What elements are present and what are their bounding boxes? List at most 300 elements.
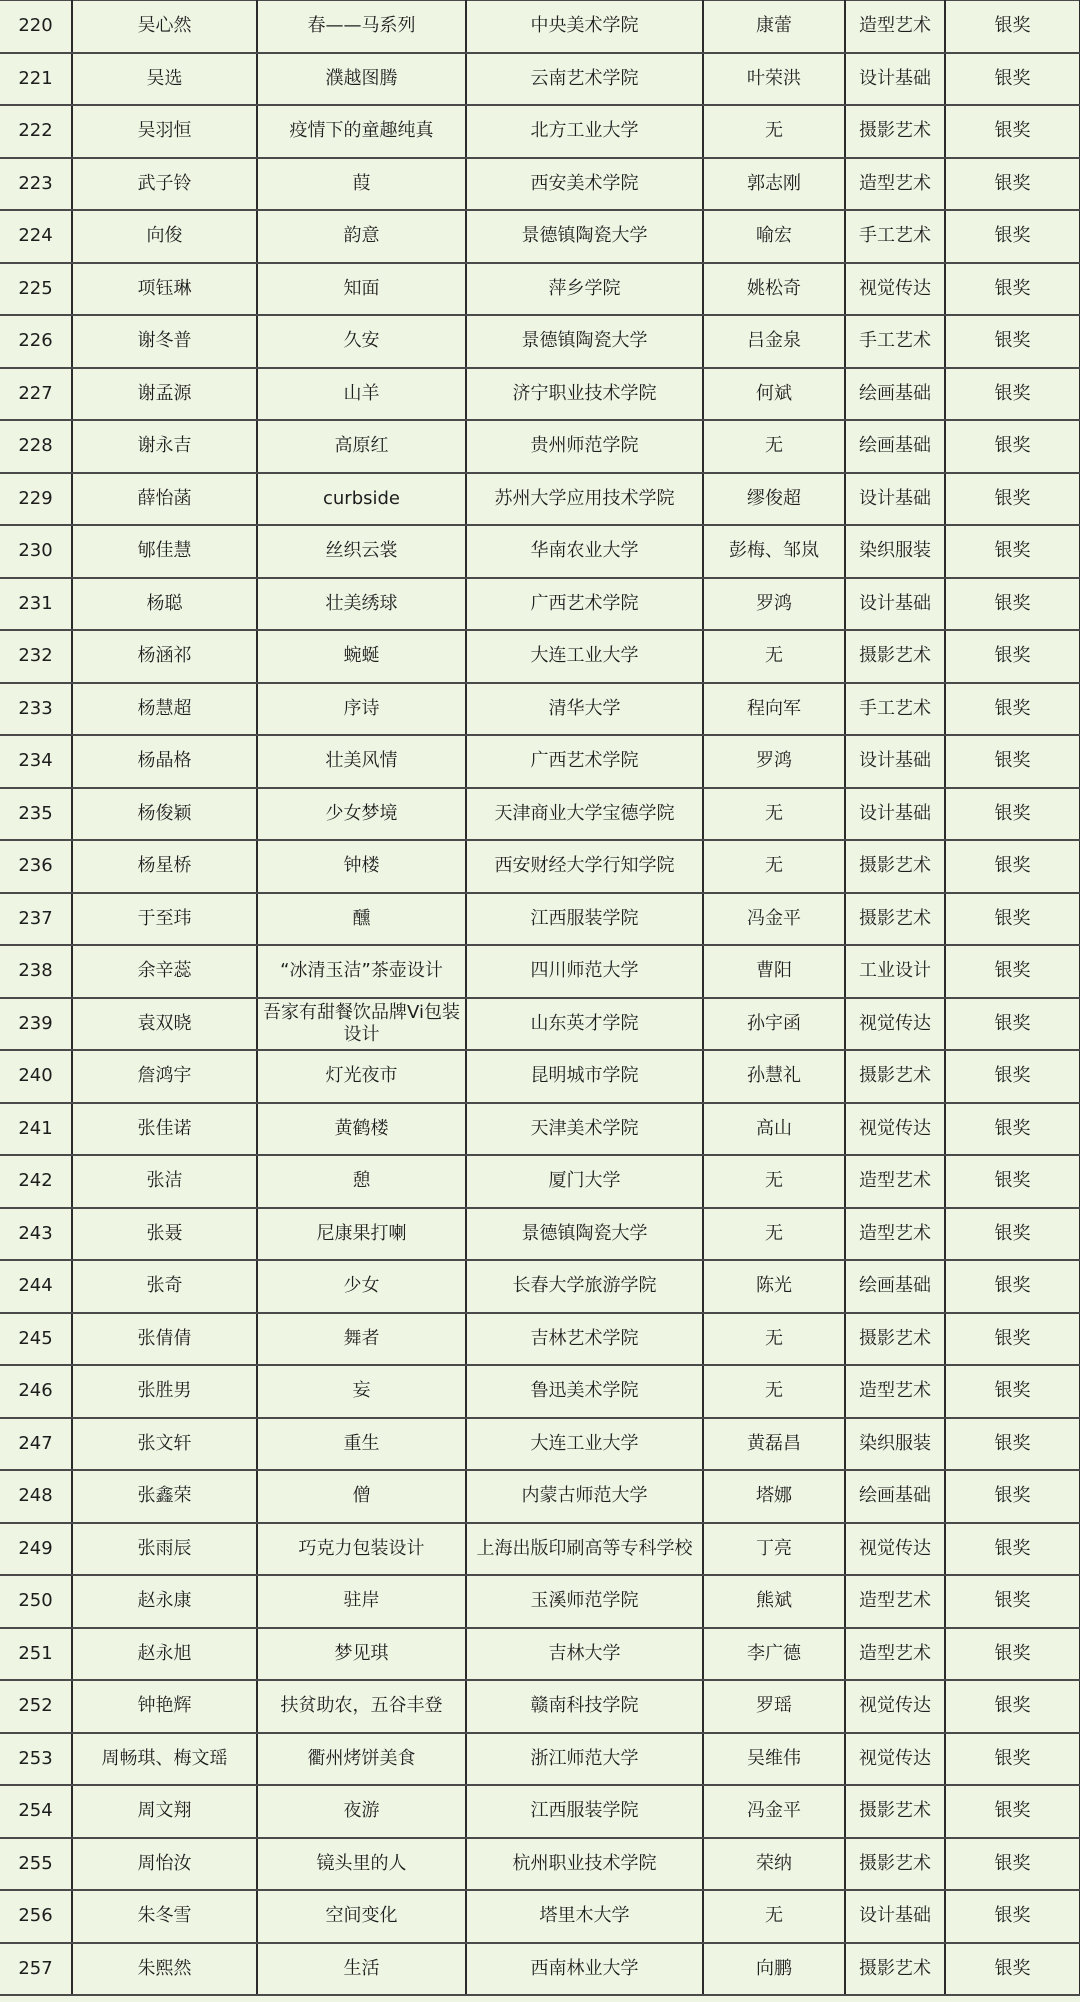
cell-tutor: 李广德 (703, 1628, 845, 1681)
cell-award: 银奖 (945, 1470, 1080, 1523)
cell-school: 吉林大学 (466, 1628, 703, 1681)
cell-number: 231 (0, 578, 72, 631)
cell-award: 银奖 (945, 210, 1080, 263)
cell-work-title: 钟楼 (257, 840, 466, 893)
cell-category: 手工艺术 (845, 315, 945, 368)
cell-school: 北方工业大学 (466, 105, 703, 158)
cell-name: 杨俊颖 (72, 788, 257, 841)
table-row (0, 420, 1080, 473)
cell-work-title: 高原红 (257, 420, 466, 473)
cell-school: 云南艺术学院 (466, 53, 703, 106)
table-row (0, 263, 1080, 316)
cell-tutor: 向鹏 (703, 1943, 845, 1996)
cell-name: 武子铃 (72, 158, 257, 211)
cell-award: 银奖 (945, 1575, 1080, 1628)
cell-category: 摄影艺术 (845, 630, 945, 683)
cell-name: 郇佳慧 (72, 525, 257, 578)
cell-tutor: 罗鸿 (703, 578, 845, 631)
cell-number: 246 (0, 1365, 72, 1418)
cell-name: 谢冬普 (72, 315, 257, 368)
cell-school: 杭州职业技术学院 (466, 1838, 703, 1891)
table-row (0, 1365, 1080, 1418)
cell-school: 西南林业大学 (466, 1943, 703, 1996)
cell-category: 手工艺术 (845, 210, 945, 263)
cell-number: 223 (0, 158, 72, 211)
cell-work-title: 舞者 (257, 1313, 466, 1366)
cell-school: 景德镇陶瓷大学 (466, 1208, 703, 1261)
cell-name: 朱熙然 (72, 1943, 257, 1996)
cell-work-title: 序诗 (257, 683, 466, 736)
cell-name: 张佳诺 (72, 1103, 257, 1156)
table-row (0, 53, 1080, 106)
cell-work-title: 扶贫助农，五谷丰登 (257, 1680, 466, 1733)
cell-award: 银奖 (945, 315, 1080, 368)
cell-work-title: 壮美绣球 (257, 578, 466, 631)
cell-tutor: 黄磊昌 (703, 1418, 845, 1471)
cell-school: 西安美术学院 (466, 158, 703, 211)
cell-category: 手工艺术 (845, 683, 945, 736)
cell-work-title: 巧克力包装设计 (257, 1523, 466, 1576)
cell-tutor: 缪俊超 (703, 473, 845, 526)
cell-name: 张鑫荣 (72, 1470, 257, 1523)
cell-number: 224 (0, 210, 72, 263)
cell-name: 谢孟源 (72, 368, 257, 421)
table-row (0, 105, 1080, 158)
cell-category: 设计基础 (845, 578, 945, 631)
cell-tutor: 无 (703, 788, 845, 841)
cell-category: 摄影艺术 (845, 1050, 945, 1103)
cell-number: 242 (0, 1155, 72, 1208)
cell-tutor: 无 (703, 1365, 845, 1418)
cell-category: 造型艺术 (845, 1208, 945, 1261)
cell-tutor: 熊斌 (703, 1575, 845, 1628)
cell-school: 大连工业大学 (466, 630, 703, 683)
cell-category: 造型艺术 (845, 1575, 945, 1628)
cell-number: 240 (0, 1050, 72, 1103)
cell-tutor: 无 (703, 105, 845, 158)
cell-award: 银奖 (945, 1628, 1080, 1681)
cell-award: 银奖 (945, 1733, 1080, 1786)
table-row (0, 1050, 1080, 1103)
table-row (0, 315, 1080, 368)
cell-category: 造型艺术 (845, 158, 945, 211)
cell-tutor: 冯金平 (703, 893, 845, 946)
table-row (0, 473, 1080, 526)
cell-number: 245 (0, 1313, 72, 1366)
cell-work-title: 夜游 (257, 1785, 466, 1838)
cell-tutor: 郭志刚 (703, 158, 845, 211)
cell-school: 西安财经大学行知学院 (466, 840, 703, 893)
cell-tutor: 无 (703, 1313, 845, 1366)
cell-number: 227 (0, 368, 72, 421)
cell-category: 造型艺术 (845, 1, 945, 53)
cell-tutor: 高山 (703, 1103, 845, 1156)
cell-award: 银奖 (945, 1260, 1080, 1313)
cell-name: 张倩倩 (72, 1313, 257, 1366)
cell-school: 内蒙古师范大学 (466, 1470, 703, 1523)
cell-number: 236 (0, 840, 72, 893)
cell-name: 余辛蕊 (72, 945, 257, 998)
cell-number: 248 (0, 1470, 72, 1523)
cell-school: 萍乡学院 (466, 263, 703, 316)
cell-school: 广西艺术学院 (466, 735, 703, 788)
cell-name: 袁双晓 (72, 998, 257, 1051)
cell-number: 232 (0, 630, 72, 683)
cell-tutor: 无 (703, 1155, 845, 1208)
cell-tutor: 罗鸿 (703, 735, 845, 788)
cell-category: 造型艺术 (845, 1628, 945, 1681)
table-row (0, 998, 1080, 1051)
cell-work-title: 少女 (257, 1260, 466, 1313)
cell-number: 255 (0, 1838, 72, 1891)
cell-award: 银奖 (945, 263, 1080, 316)
cell-tutor: 吴维伟 (703, 1733, 845, 1786)
cell-award: 银奖 (945, 420, 1080, 473)
cell-work-title: 重生 (257, 1418, 466, 1471)
cell-work-title: 空间变化 (257, 1890, 466, 1943)
cell-award: 银奖 (945, 735, 1080, 788)
cell-award: 银奖 (945, 1365, 1080, 1418)
cell-work-title: 山羊 (257, 368, 466, 421)
cell-work-title: 蜿蜒 (257, 630, 466, 683)
cell-award: 银奖 (945, 1, 1080, 53)
cell-category: 设计基础 (845, 53, 945, 106)
cell-name: 张洁 (72, 1155, 257, 1208)
cell-name: 赵永康 (72, 1575, 257, 1628)
cell-tutor: 姚松奇 (703, 263, 845, 316)
cell-category: 摄影艺术 (845, 1943, 945, 1996)
cell-category: 摄影艺术 (845, 105, 945, 158)
cell-school: 昆明城市学院 (466, 1050, 703, 1103)
cell-tutor: 何斌 (703, 368, 845, 421)
cell-award: 银奖 (945, 1050, 1080, 1103)
cell-number: 257 (0, 1943, 72, 1996)
cell-school: 赣南科技学院 (466, 1680, 703, 1733)
cell-tutor: 陈光 (703, 1260, 845, 1313)
cell-work-title: 韵意 (257, 210, 466, 263)
cell-award: 银奖 (945, 683, 1080, 736)
table-row (0, 1313, 1080, 1366)
cell-name: 杨涵祁 (72, 630, 257, 683)
cell-work-title: 妄 (257, 1365, 466, 1418)
table-row (0, 158, 1080, 211)
cell-number: 250 (0, 1575, 72, 1628)
table-row (0, 683, 1080, 736)
cell-tutor: 孙宇函 (703, 998, 845, 1051)
cell-school: 大连工业大学 (466, 1418, 703, 1471)
table-body (0, 1, 1080, 1996)
cell-work-title: 驻岸 (257, 1575, 466, 1628)
cell-school: 天津商业大学宝德学院 (466, 788, 703, 841)
cell-category: 设计基础 (845, 1890, 945, 1943)
cell-work-title: 吾家有甜餐饮品牌Vi包装设计 (257, 998, 466, 1051)
cell-name: 周怡汝 (72, 1838, 257, 1891)
cell-number: 235 (0, 788, 72, 841)
cell-name: 朱冬雪 (72, 1890, 257, 1943)
cell-name: 吴选 (72, 53, 257, 106)
cell-name: 张聂 (72, 1208, 257, 1261)
cell-name: 向俊 (72, 210, 257, 263)
cell-name: 张雨辰 (72, 1523, 257, 1576)
cell-number: 254 (0, 1785, 72, 1838)
cell-award: 银奖 (945, 1313, 1080, 1366)
table-row (0, 368, 1080, 421)
cell-tutor: 叶荣洪 (703, 53, 845, 106)
cell-number: 228 (0, 420, 72, 473)
cell-category: 视觉传达 (845, 998, 945, 1051)
cell-work-title: 知面 (257, 263, 466, 316)
table-row (0, 578, 1080, 631)
cell-category: 设计基础 (845, 735, 945, 788)
cell-work-title: “冰清玉洁”茶壶设计 (257, 945, 466, 998)
table-row (0, 1260, 1080, 1313)
cell-work-title: 衢州烤饼美食 (257, 1733, 466, 1786)
cell-school: 江西服装学院 (466, 893, 703, 946)
cell-tutor: 丁亮 (703, 1523, 845, 1576)
cell-name: 于至玮 (72, 893, 257, 946)
table-row (0, 1208, 1080, 1261)
cell-award: 银奖 (945, 1208, 1080, 1261)
cell-work-title: 黄鹤楼 (257, 1103, 466, 1156)
cell-work-title: 久安 (257, 315, 466, 368)
table-row (0, 1523, 1080, 1576)
cell-school: 景德镇陶瓷大学 (466, 210, 703, 263)
cell-work-title: 疫情下的童趣纯真 (257, 105, 466, 158)
cell-school: 中央美术学院 (466, 1, 703, 53)
cell-tutor: 彭梅、邹岚 (703, 525, 845, 578)
cell-school: 浙江师范大学 (466, 1733, 703, 1786)
cell-award: 银奖 (945, 1785, 1080, 1838)
cell-work-title: curbside (257, 473, 466, 526)
cell-tutor: 无 (703, 1890, 845, 1943)
table-row (0, 1628, 1080, 1681)
cell-work-title: 僧 (257, 1470, 466, 1523)
cell-tutor: 吕金泉 (703, 315, 845, 368)
cell-school: 贵州师范学院 (466, 420, 703, 473)
cell-name: 杨慧超 (72, 683, 257, 736)
cell-school: 华南农业大学 (466, 525, 703, 578)
table-row (0, 735, 1080, 788)
cell-school: 上海出版印刷高等专科学校 (466, 1523, 703, 1576)
cell-award: 银奖 (945, 945, 1080, 998)
table-row (0, 1680, 1080, 1733)
cell-number: 256 (0, 1890, 72, 1943)
cell-number: 252 (0, 1680, 72, 1733)
cell-category: 造型艺术 (845, 1155, 945, 1208)
cell-tutor: 无 (703, 420, 845, 473)
table-row (0, 1418, 1080, 1471)
table-row (0, 630, 1080, 683)
cell-name: 吴心然 (72, 1, 257, 53)
cell-award: 银奖 (945, 1943, 1080, 1996)
cell-award: 银奖 (945, 893, 1080, 946)
cell-number: 237 (0, 893, 72, 946)
cell-tutor: 冯金平 (703, 1785, 845, 1838)
cell-name: 杨晶格 (72, 735, 257, 788)
cell-school: 吉林艺术学院 (466, 1313, 703, 1366)
table-row (0, 945, 1080, 998)
cell-work-title: 丝织云裳 (257, 525, 466, 578)
table-row (0, 525, 1080, 578)
cell-name: 张文轩 (72, 1418, 257, 1471)
cell-school: 广西艺术学院 (466, 578, 703, 631)
cell-tutor: 无 (703, 1208, 845, 1261)
table-row (0, 893, 1080, 946)
cell-work-title: 灯光夜市 (257, 1050, 466, 1103)
cell-work-title: 镜头里的人 (257, 1838, 466, 1891)
table-row (0, 1103, 1080, 1156)
cell-work-title: 憩 (257, 1155, 466, 1208)
cell-name: 杨星桥 (72, 840, 257, 893)
cell-category: 造型艺术 (845, 1365, 945, 1418)
cell-category: 染织服装 (845, 1418, 945, 1471)
table-row (0, 1890, 1080, 1943)
cell-tutor: 无 (703, 630, 845, 683)
cell-number: 221 (0, 53, 72, 106)
cell-award: 银奖 (945, 1523, 1080, 1576)
cell-tutor: 无 (703, 840, 845, 893)
cell-school: 苏州大学应用技术学院 (466, 473, 703, 526)
cell-category: 视觉传达 (845, 263, 945, 316)
cell-work-title: 梦见琪 (257, 1628, 466, 1681)
cell-award: 银奖 (945, 840, 1080, 893)
cell-work-title: 壮美风情 (257, 735, 466, 788)
cell-tutor: 康蕾 (703, 1, 845, 53)
cell-category: 设计基础 (845, 788, 945, 841)
cell-tutor: 喻宏 (703, 210, 845, 263)
cell-category: 绘画基础 (845, 420, 945, 473)
cell-work-title: 葭 (257, 158, 466, 211)
cell-school: 江西服装学院 (466, 1785, 703, 1838)
cell-number: 226 (0, 315, 72, 368)
cell-category: 视觉传达 (845, 1680, 945, 1733)
cell-number: 230 (0, 525, 72, 578)
cell-number: 234 (0, 735, 72, 788)
cell-school: 厦门大学 (466, 1155, 703, 1208)
cell-award: 银奖 (945, 1155, 1080, 1208)
cell-tutor: 塔娜 (703, 1470, 845, 1523)
cell-award: 银奖 (945, 788, 1080, 841)
cell-name: 张胜男 (72, 1365, 257, 1418)
table-row (0, 788, 1080, 841)
cell-name: 杨聪 (72, 578, 257, 631)
cell-school: 四川师范大学 (466, 945, 703, 998)
cell-award: 银奖 (945, 53, 1080, 106)
cell-award: 银奖 (945, 473, 1080, 526)
cell-school: 塔里木大学 (466, 1890, 703, 1943)
cell-school: 景德镇陶瓷大学 (466, 315, 703, 368)
cell-category: 摄影艺术 (845, 893, 945, 946)
cell-category: 视觉传达 (845, 1523, 945, 1576)
cell-category: 摄影艺术 (845, 840, 945, 893)
cell-work-title: 生活 (257, 1943, 466, 1996)
cell-school: 长春大学旅游学院 (466, 1260, 703, 1313)
cell-number: 241 (0, 1103, 72, 1156)
cell-work-title: 醺 (257, 893, 466, 946)
cell-name: 周畅琪、梅文瑶 (72, 1733, 257, 1786)
table-row (0, 1733, 1080, 1786)
cell-number: 243 (0, 1208, 72, 1261)
cell-name: 詹鸿宇 (72, 1050, 257, 1103)
cell-award: 银奖 (945, 158, 1080, 211)
cell-number: 233 (0, 683, 72, 736)
cell-category: 摄影艺术 (845, 1313, 945, 1366)
cell-work-title: 濮越图腾 (257, 53, 466, 106)
cell-number: 247 (0, 1418, 72, 1471)
cell-award: 银奖 (945, 1103, 1080, 1156)
cell-category: 染织服装 (845, 525, 945, 578)
cell-name: 钟艳辉 (72, 1680, 257, 1733)
cell-school: 玉溪师范学院 (466, 1575, 703, 1628)
cell-name: 薛怡菡 (72, 473, 257, 526)
table-row (0, 1943, 1080, 1996)
cell-name: 吴羽恒 (72, 105, 257, 158)
cell-tutor: 曹阳 (703, 945, 845, 998)
cell-work-title: 少女梦境 (257, 788, 466, 841)
table-row (0, 1470, 1080, 1523)
cell-number: 249 (0, 1523, 72, 1576)
cell-category: 摄影艺术 (845, 1785, 945, 1838)
cell-name: 张奇 (72, 1260, 257, 1313)
cell-number: 229 (0, 473, 72, 526)
cell-number: 253 (0, 1733, 72, 1786)
cell-name: 项钰琳 (72, 263, 257, 316)
cell-tutor: 荣纳 (703, 1838, 845, 1891)
cell-school: 清华大学 (466, 683, 703, 736)
cell-award: 银奖 (945, 1890, 1080, 1943)
cell-award: 银奖 (945, 578, 1080, 631)
cell-category: 视觉传达 (845, 1733, 945, 1786)
cell-number: 251 (0, 1628, 72, 1681)
cell-award: 银奖 (945, 1418, 1080, 1471)
table-row (0, 1838, 1080, 1891)
cell-category: 设计基础 (845, 473, 945, 526)
cell-category: 绘画基础 (845, 368, 945, 421)
cell-number: 244 (0, 1260, 72, 1313)
cell-award: 银奖 (945, 630, 1080, 683)
cell-number: 222 (0, 105, 72, 158)
cell-name: 赵永旭 (72, 1628, 257, 1681)
cell-award: 银奖 (945, 1838, 1080, 1891)
table-row (0, 840, 1080, 893)
cell-work-title: 春——马系列 (257, 1, 466, 53)
table-row (0, 1575, 1080, 1628)
cell-category: 绘画基础 (845, 1470, 945, 1523)
cell-category: 工业设计 (845, 945, 945, 998)
cell-award: 银奖 (945, 368, 1080, 421)
cell-number: 238 (0, 945, 72, 998)
cell-name: 谢永吉 (72, 420, 257, 473)
cell-category: 绘画基础 (845, 1260, 945, 1313)
cell-number: 220 (0, 1, 72, 53)
cell-tutor: 孙慧礼 (703, 1050, 845, 1103)
table-row (0, 1155, 1080, 1208)
cell-category: 摄影艺术 (845, 1838, 945, 1891)
cell-award: 银奖 (945, 1680, 1080, 1733)
cell-tutor: 罗瑶 (703, 1680, 845, 1733)
cell-category: 视觉传达 (845, 1103, 945, 1156)
cell-number: 225 (0, 263, 72, 316)
cell-school: 鲁迅美术学院 (466, 1365, 703, 1418)
cell-tutor: 程向军 (703, 683, 845, 736)
table-row (0, 1, 1080, 53)
cell-award: 银奖 (945, 525, 1080, 578)
cell-school: 山东英才学院 (466, 998, 703, 1051)
cell-award: 银奖 (945, 998, 1080, 1051)
cell-name: 周文翔 (72, 1785, 257, 1838)
cell-number: 239 (0, 998, 72, 1051)
cell-work-title: 尼康果打喇 (257, 1208, 466, 1261)
